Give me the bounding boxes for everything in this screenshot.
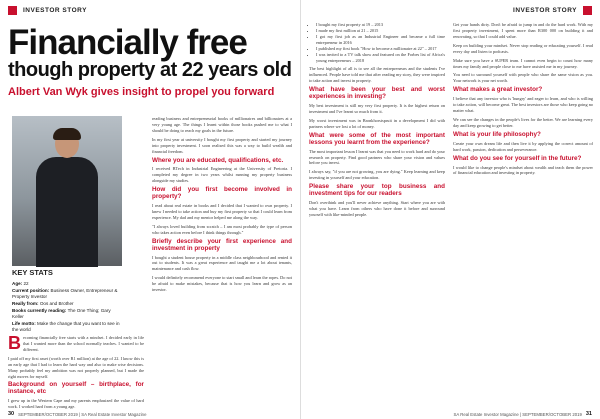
body-paragraph: I read about real estate in books and I decided that I wanted to own property. I knew I needed to take action and buy my first property so that I could learn from experience. My dad and my mentor helped me along the way. [152,203,292,220]
section-heading: What is your life philosophy? [453,130,541,138]
section-heading: Background on yourself – birthplace, for instance, etc [8,381,144,396]
body-paragraph: Keep on building your mindset. Never stop reading or educating yourself. I read every day and listen to podcasts. [453,42,593,54]
body-paragraph: I believe that any investor who is 'hungry' and eager to learn, and who is willing to take action, will become great. The best investors are those who keep going no matter what. [453,96,593,114]
page-number: 31 [585,411,592,417]
stat-motto: Life motto: Make the change that you want to see in the world [12,320,120,333]
intro-paragraph: Becoming financially free starts with a mindset. I decided early in life that I wanted more than the school normally teaches. I wanted to be different. [8,333,144,353]
body-paragraph: Get your hands dirty. Don't be afraid to jump in and do the hard work. With my first property investment, I spent more than R300 000 on building it and renovating, so that I could add value. [453,22,593,39]
section-heading: What do you see for yourself in the future? [453,154,582,162]
headline-line-2: though property at 22 years old [8,59,292,82]
list-item: • I bought my first property at 19 – 2013 [316,22,445,28]
body-paragraph: I always say, "if you are not growing, you are dying." Keep learning and keep investing in yourself and your education. [309,169,445,181]
body-paragraph: The best highlight of all is to see all the entrepreneurs and the students I've influenced. People have told me that after reading my story, they were inspired to take action and invest in property. [309,66,445,84]
body-paragraph: You need to surround yourself with people who share the same vision as you. Your network is your net worth. [453,72,593,84]
body-paragraph: Don't overthink and you'll never achieve anything. Start where you are with what you have. Learn from others who have done it before and surround yourself with like-minded people. [309,200,445,217]
article-subhead: Albert Van Wyk gives insight to propel you forward [8,86,275,99]
list-item: • I published my first book "How to become a millionaire at 22" – 2017 [316,46,445,52]
body-paragraph: I would like to change people's mindset about wealth and teach them the power of financial education and investing in property. [453,164,593,176]
body-paragraph: reading business and entrepreneurial books of millionaires and billionaires at a very young age. The things I learnt within those books pushed me to what I should be doing to reach my goals in the future. [152,116,292,133]
body-paragraph: I bought a student house property in a middle class neighbourhood and rented it out to students. It was a great experience and taught me a lot about tenants, maintenance and cash flow. [152,254,292,272]
body-column-2 [152,116,292,296]
body-column-4 [453,22,593,179]
pull-quote: "I always loved building from scratch – I am most probably the type of person who takes action even before I think things through." [152,223,292,235]
person-figure [36,130,98,266]
person-body [36,157,98,267]
list-item: • I was invited to a TV talk show and featured on the Forbes list of Africa's young entrepreneurs – 2018 [316,52,445,64]
section-tag-square-icon [583,6,592,15]
section-heading: Where you are educated, qualifications, etc. [152,156,284,164]
body-paragraph: I paid off my first asset (worth over R1 million) at the age of 22. I know this is an early age that I had to learn the hard way and also to make wise decisions. Many probably feel my ambition was not properly planned, but I made the right moves for myself. [8,355,144,379]
body-paragraph: My worst investment was in Bronkhorstspruit in a development I did with partners where we lost a lot of money. [309,117,445,129]
key-stats-title: KEY STATS [12,268,53,277]
body-paragraph: In my first year at university I bought my first property and started my journey into property investment. I soon realised this was a way to build wealth and financial freedom. [152,136,292,154]
section-tag-label: INVESTOR STORY [513,6,577,14]
stat-books: Books currently reading: The One Thing; Gary Keller [12,307,111,320]
section-heading: How did you first become involved in property? [152,186,292,201]
stat-from: Really from: Oos and Brother [12,300,74,306]
list-item: • I got my first job as an Industrial Engineer and became a full time entrepreneur in 2016 [316,34,445,46]
section-heading: What were some of the most important lessons you learnt from the experience? [309,131,445,146]
section-heading: Briefly describe your first experience and investment in property [152,237,292,252]
section-tag [309,0,592,20]
key-stats-box [12,268,122,334]
body-paragraph: I would definitely recommend everyone to start small and learn the ropes. Do not be afraid to make mistakes, because that is how you learn and grow as an investor. [152,275,292,293]
body-paragraph: Create your own dream life and then live it by applying the correct amount of hard work, passion, dedication and perseverance. [453,140,593,152]
article-headline [8,23,292,82]
portrait-photo [12,116,122,266]
body-column-3 [309,22,445,221]
page-footer [454,411,592,417]
dropcap: B [8,333,21,353]
headline-line-1: Financially free [8,23,247,62]
page-number: 30 [8,411,15,417]
person-hair [53,128,81,140]
section-tag-square-icon [8,6,17,15]
body-paragraph: My best investment is still my very first property. It is the highest return on investment and I've learnt so much from it. [309,103,445,114]
footer-text: SA Real Estate Investor Magazine | SEPTEMBER/OCTOBER 2019 [453,411,582,417]
body-paragraph: The most important lesson I learnt was that you need to work hard and do your research on property. Find good partners who share your vision and values before you invest. [309,148,445,166]
list-item: • I made my first million at 21 – 2015 [316,28,445,34]
section-tag-label: INVESTOR STORY [23,6,87,14]
section-tag [8,0,292,20]
body-paragraph: We can see the changes in the people's lives for the better. We are learning every day and keep growing to get better. [453,116,593,128]
stat-position: Current position: Business Owner, Entrepreneur & Property Investor [12,287,118,300]
stat-age: Age: 22 [12,280,29,286]
right-page [300,0,600,419]
section-heading: What makes a great investor? [453,86,543,94]
footer-text: SEPTEMBER/OCTOBER 2019 | SA Real Estate Investor Magazine [18,411,147,417]
page-footer [8,411,146,417]
body-paragraph: I grew up in the Western Cape and my parents emphasized the value of hard work. I worked hard from a young age. [8,398,144,410]
milestones-list [309,22,445,63]
section-heading: What have been your best and worst experiences in investing? [309,86,445,101]
body-column-1 [8,335,144,413]
body-paragraph: I received BTech in Industrial Engineering at the University of Pretoria. I completed my degree in two years whilst running my property business alongside my studies. [152,166,292,184]
body-paragraph: Make sure you have a SUPER team. I cannot even begin to count how many times my family and people close to me have assisted me in my journey. [453,57,593,69]
section-heading: Please share your top business and investment tips for our readers [309,183,445,198]
